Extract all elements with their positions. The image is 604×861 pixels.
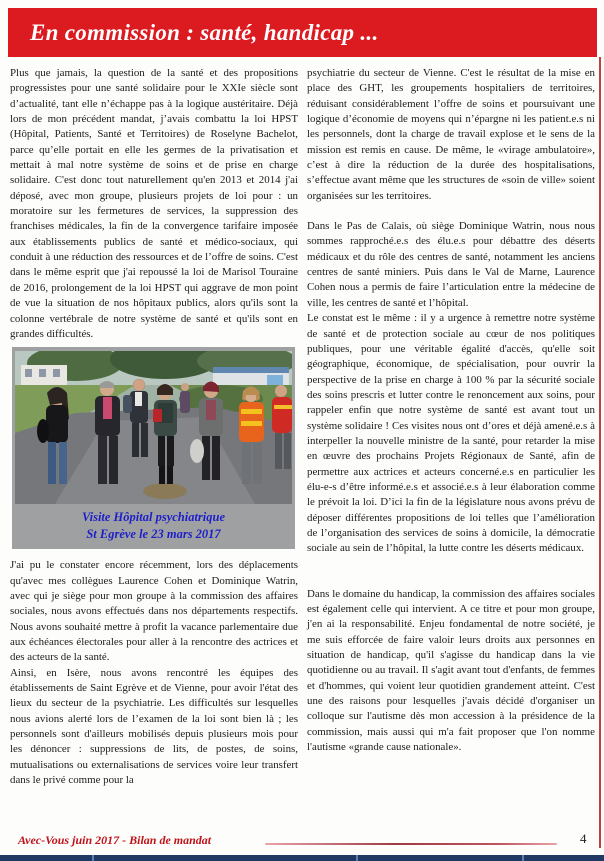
photo-caption-line1: Visite Hôpital psychiatrique: [81, 510, 226, 525]
paragraph: psychiatrie du secteur de Vienne. C'est le résultat de la mise en place des GHT, les groupements hospitaliers de territoires, réduisant considérablement l’offre de soins et poursuivant une logique d’économie de moyens qui n’épargne ni les patient.e.s ni les personnels, dont la charge de travail explose et le sens de la mission est remis en cause. De même, le «virage ambulatoire», c’est à dire la réduction de la durée des hospitalisations, s’effectue avant même que les structures de «soin de ville» soient organisées sur les territoires.: [307, 67, 595, 202]
photo-caption-line2: St Egrève le 23 mars 2017: [86, 527, 221, 542]
page-number: 4: [580, 831, 587, 846]
photo-figure: [12, 347, 295, 549]
footer-issue-label: Avec-Vous juin 2017 - Bilan de mandat: [18, 833, 212, 847]
photo-caption: [15, 509, 292, 543]
paragraph: Le constat est le même : il y a urgence à remettre notre système de santé et de protection sociale au cœur de nos politiques publiques, pour une véritable égalité d'accès, qu'elle soit géographique, économique, de spécialisation, pour ouvrir la perspective de la prise en charge à 100 % par la sécurité sociale des soins prescris et lutter contre le renoncement aux soins, pour rappeler enfin que notre système de santé est avant tout un système solidaire ! Ces visites nous ont d’ores et déjà amené.e.s à interpeller la nouvelle ministre de la santé, pour retarder la mise en œuvre des prochains Projets Régionaux de Santé, afin de permettre aux actrices et acteurs concerné.e.s en particulier les élu-e-s d’être informé.e.s et associé.e.s à leur élaboration comme le prévoit la loi. D’ici la fin de la législature nous avons prévu de déposer différentes propositions de loi telles que l’amélioration de l’organisation des services de soins à domicile, la démocratie sociale au sein de l’hôpital, la lutte contre les déserts médicaux.: [307, 312, 595, 555]
section-header-banner: [8, 8, 597, 57]
paragraph: J'ai pu le constater encore récemment, lors des déplacements qu'avec mes collègues Laurence Cohen et Dominique Watrin, avec qui je siège pour mon groupe à la commission des affaires sociales, nous avons effectués dans nos départements respectifs. Nous avons souhaité mettre à profit la vacance parlementaire due aux échéances électorales pour aller à la rencontre des actrices et des acteurs de la santé.: [10, 559, 298, 664]
bottom-edge-strip: [0, 855, 604, 861]
right-column: [307, 66, 595, 755]
hospital-visit-photo: [15, 351, 292, 504]
paragraph: Dans le Pas de Calais, où siège Dominique Watrin, nous nous sommes rapproché.e.s des élu.e.s pour débattre des déserts médicaux et du rôle des centres de santé, notamment les anciens centres de santé miniers. Puis dans le Val de Marne, Laurence Cohen nous a permis de faire l’articulation entre la médecine de ville, les centres de santé et l’hôpital.: [307, 220, 595, 309]
left-column: [10, 66, 298, 788]
right-edge-rule: [599, 57, 601, 848]
footer-rule: [265, 843, 557, 845]
paragraph: Dans le domaine du handicap, la commission des affaires sociales est également celle qui intervient. A ce titre et pour mon groupe, j'en ai la responsabilité. Enjeu fondamental de notre société, je me suis efforcée de faire valoir leurs droits aux personnes en situation de handicap, qu'il s'agisse du handicap dans la vie quotidienne ou au travail. Il s'agit avant tout d'enfants, de femmes et d'hommes, qui voient leur quotidien grandement atteint. C'est une des raisons pour lesquelles j'avais décidé d'organiser un colloque sur l'autisme dès mon accession à la présidence de la commission, mais aussi qui m'a fait proposer que l'on nomme l'autisme «grande cause nationale».: [307, 587, 595, 754]
page-title: En commission : santé, handicap ...: [30, 19, 379, 45]
paragraph: Plus que jamais, la question de la santé et des propositions progressistes pour une santé solidaire pour le XXIe siècle sont d’actualité, tant elle n’échappe pas à la logique austéritaire. Déjà lors de mon précédent mandat, j’avais combattu la loi HPST (Hôpital, Patients, Santé et Territoires) de Roselyne Bachelot, parce qu’elle portait en elle les germes de la privatisation et mettait à mal notre système de soins et de prise en charge solidaire. C'est donc tout naturellement qu'en 2013 et 2014 j'ai déposé, avec mon groupe, plusieurs projets de loi pour : un moratoire sur les fermetures de services, la suppression des franchises médicales, la fin de la convergence tarifaire imposée aux établissements publics de santé et médico-sociaux, qui conduit à une réduction des ressources et de l’offre de soins. C'est dans le même esprit que j'ai repoussé la loi de Marisol Touraine de 2016, prolongement de la loi HPST qui aggrave de mon point de vue la situation de nos hôpitaux publics, alors qu'ils sont la colonne vertébrale de notre système de santé et qu'ils sont en grandes difficultés.: [10, 67, 298, 340]
paragraph: Ainsi, en Isère, nous avons rencontré les équipes des établissements de Saint Egrève et de Vienne, pour avoir l'état des lieux du secteur de la psychiatrie. Les difficultés sur lesquelles nous avions alerté lors de l’examen de la loi sont bien là ; les personnels sont d'ailleurs mobilisés depuis plusieurs mois pour les dénoncer : suppressions de lits, de postes, de soins, mutualisations ou externalisations de services voire leur transfert dans le privé comme pour la: [10, 666, 298, 786]
